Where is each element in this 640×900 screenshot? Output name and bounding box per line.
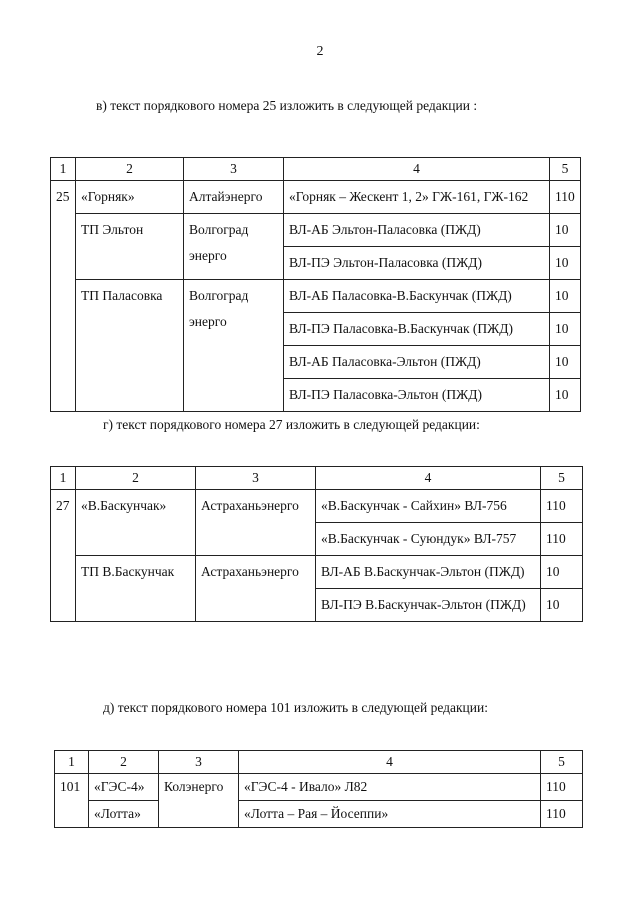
table-row	[55, 801, 583, 828]
object-name: ТП В.Баскунчак	[76, 556, 196, 622]
line-description: «Лотта – Рая – Йосеппи»	[239, 801, 541, 828]
header-col-2: 2	[89, 751, 159, 774]
line-description: ВЛ-АБ Эльтон-Паласовка (ПЖД)	[284, 214, 550, 247]
object-name: «ГЭС-4»	[89, 774, 159, 801]
table-item-101	[54, 750, 583, 828]
line-description: «Горняк – Жескент 1, 2» ГЖ-161, ГЖ-162	[284, 181, 550, 214]
table-row	[51, 214, 581, 247]
organization: Колэнерго	[159, 774, 239, 828]
line-description: ВЛ-ПЭ В.Баскунчак-Эльтон (ПЖД)	[316, 589, 541, 622]
voltage: 110	[541, 490, 583, 523]
object-name: ТП Эльтон	[76, 214, 184, 280]
table-item-25	[50, 157, 581, 412]
header-col-5: 5	[541, 467, 583, 490]
header-col-5: 5	[541, 751, 583, 774]
voltage: 10	[550, 280, 581, 313]
header-col-2: 2	[76, 158, 184, 181]
header-col-5: 5	[550, 158, 581, 181]
voltage: 10	[550, 379, 581, 412]
table-header-row	[55, 751, 583, 774]
line-description: «В.Баскунчак - Суюндук» ВЛ-757	[316, 523, 541, 556]
table-row	[51, 181, 581, 214]
line-description: «ГЭС-4 - Ивало» Л82	[239, 774, 541, 801]
voltage: 110	[541, 801, 583, 828]
table-row	[51, 556, 583, 589]
line-description: ВЛ-ПЭ Паласовка-В.Баскунчак (ПЖД)	[284, 313, 550, 346]
line-description: ВЛ-АБ В.Баскунчак-Эльтон (ПЖД)	[316, 556, 541, 589]
table-header-row	[51, 158, 581, 181]
organization: Астраханьэнерго	[196, 556, 316, 622]
voltage: 10	[550, 313, 581, 346]
header-col-2: 2	[76, 467, 196, 490]
organization: Волгоград энерго	[184, 280, 284, 412]
header-col-1: 1	[51, 467, 76, 490]
voltage: 10	[550, 346, 581, 379]
voltage: 10	[541, 556, 583, 589]
header-col-4: 4	[284, 158, 550, 181]
table-item-27	[50, 466, 583, 622]
voltage: 110	[541, 523, 583, 556]
voltage: 110	[550, 181, 581, 214]
table-row	[55, 774, 583, 801]
organization: Волгоград энерго	[184, 214, 284, 280]
object-name: ТП Паласовка	[76, 280, 184, 412]
organization: Астраханьэнерго	[196, 490, 316, 556]
object-name: «Горняк»	[76, 181, 184, 214]
voltage: 10	[541, 589, 583, 622]
line-description: ВЛ-ПЭ Паласовка-Эльтон (ПЖД)	[284, 379, 550, 412]
header-col-4: 4	[316, 467, 541, 490]
section-v-intro: в) текст порядкового номера 25 изложить в следующей редакции :	[96, 98, 478, 113]
header-col-3: 3	[159, 751, 239, 774]
row-number: 101	[55, 774, 89, 828]
line-description: ВЛ-АБ Паласовка-Эльтон (ПЖД)	[284, 346, 550, 379]
page-number: 2	[316, 44, 324, 59]
object-name: «В.Баскунчак»	[76, 490, 196, 556]
voltage: 110	[541, 774, 583, 801]
row-number: 25	[51, 181, 76, 412]
table-header-row	[51, 467, 583, 490]
voltage: 10	[550, 247, 581, 280]
section-g-intro: г) текст порядкового номера 27 изложить в следующей редакции:	[103, 417, 480, 432]
header-col-3: 3	[196, 467, 316, 490]
table-row	[51, 490, 583, 523]
table-row	[51, 280, 581, 313]
row-number: 27	[51, 490, 76, 622]
header-col-3: 3	[184, 158, 284, 181]
line-description: «В.Баскунчак - Сайхин» ВЛ-756	[316, 490, 541, 523]
voltage: 10	[550, 214, 581, 247]
header-col-1: 1	[55, 751, 89, 774]
line-description: ВЛ-АБ Паласовка-В.Баскунчак (ПЖД)	[284, 280, 550, 313]
line-description: ВЛ-ПЭ Эльтон-Паласовка (ПЖД)	[284, 247, 550, 280]
header-col-4: 4	[239, 751, 541, 774]
header-col-1: 1	[51, 158, 76, 181]
section-d-intro: д) текст порядкового номера 101 изложить в следующей редакции:	[103, 700, 488, 715]
object-name: «Лотта»	[89, 801, 159, 828]
organization: Алтайэнерго	[184, 181, 284, 214]
